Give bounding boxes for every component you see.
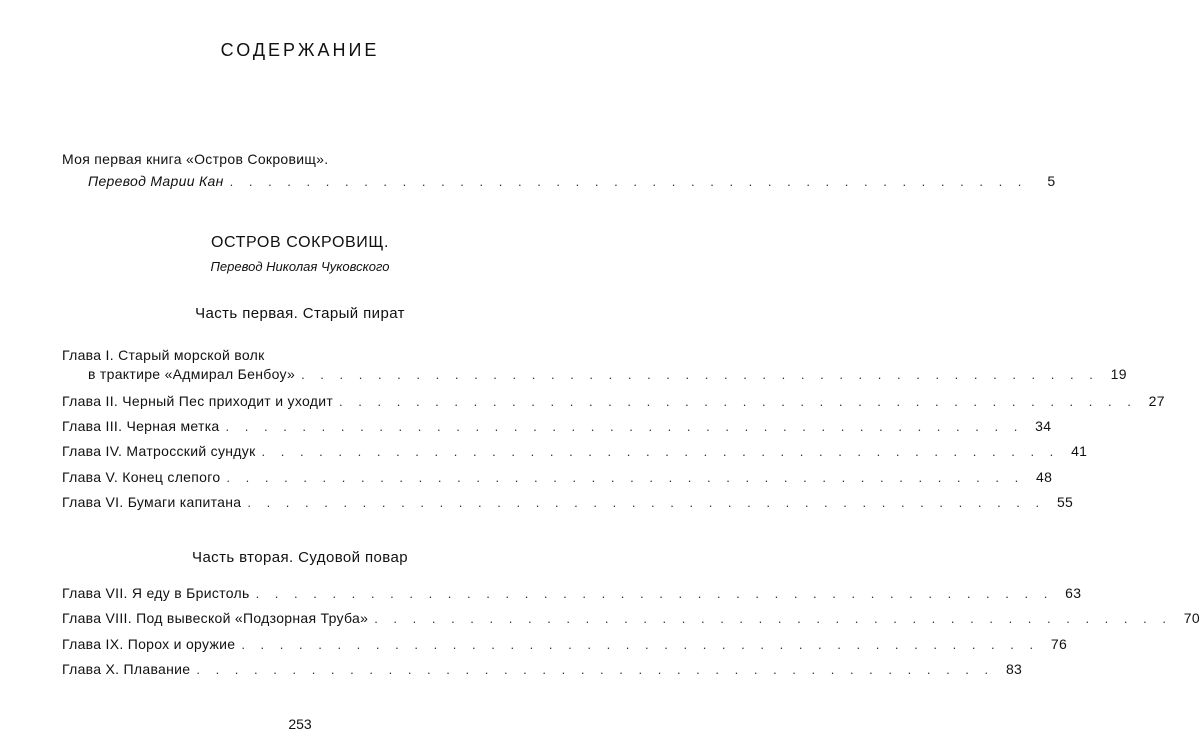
dot-leader: . . . . . . . . . . . . . . . . . . . . . . . . . . . . . . . . . . . . . . . . . .: [301, 367, 1099, 382]
intro-translator: Перевод Марии Кан: [88, 173, 224, 189]
toc-row: [62, 441, 1088, 461]
book-translator: Перевод Николая Чуковского: [210, 259, 390, 274]
toc-row: [62, 608, 1200, 628]
dot-leader: . . . . . . . . . . . . . . . . . . . . . . . . . . . . . . . . . . . . . . . . . .: [226, 470, 1025, 485]
dot-leader: . . . . . . . . . . . . . . . . . . . . . . . . . . . . . . . . . . . . . . . . . .: [196, 662, 995, 677]
page-number-ref: 70: [1183, 610, 1200, 626]
dot-leader: . . . . . . . . . . . . . . . . . . . . . . . . . . . . . . . . . . . . . . . . . .: [241, 637, 1040, 652]
part-title: Часть первая. Старый пират: [195, 305, 405, 322]
chapter-label: Глава V. Конец слепого: [62, 469, 221, 485]
dot-leader: . . . . . . . . . . . . . . . . . . . . . . . . . . . . . . . . . . . . . . . . . .: [225, 419, 1024, 434]
page-number-ref: 63: [1065, 585, 1082, 601]
page-number: 253: [288, 716, 312, 732]
page-number-ref: 19: [1110, 366, 1127, 382]
page-number-ref: 34: [1035, 418, 1052, 434]
page-number-ref: 55: [1056, 494, 1074, 510]
toc-row: [62, 391, 1165, 411]
intro-entry-line1: Моя первая книга «Остров Сокровищ».: [62, 151, 329, 167]
chapter-label: Глава VII. Я еду в Бристоль: [62, 585, 250, 601]
page-number-ref: 41: [1071, 443, 1088, 459]
chapter-label: Глава VI. Бумаги капитана: [62, 494, 242, 510]
chapter-label: Глава III. Черная метка: [62, 418, 220, 434]
dot-leader: . . . . . . . . . . . . . . . . . . . . . . . . . . . . . . . . . . . . . . . . . .: [374, 611, 1172, 626]
dot-leader: . . . . . . . . . . . . . . . . . . . . . . . . . . . . . . . . . . . . . . . . . .: [229, 174, 1028, 189]
part-title: Часть вторая. Судовой повар: [192, 549, 408, 566]
dot-leader: . . . . . . . . . . . . . . . . . . . . . . . . . . . . . . . . . . . . . . . . . .: [255, 586, 1054, 601]
page-number-ref: 5: [1047, 173, 1056, 189]
toc-row: [62, 416, 1052, 436]
page-number-ref: 83: [1005, 661, 1023, 677]
contents-title: СОДЕРЖАНИЕ: [220, 40, 380, 60]
toc-row: [62, 492, 1074, 512]
chapter-label: Глава II. Черный Пес приходит и уходит: [62, 393, 334, 409]
chapter-label: Глава IX. Порох и оружие: [62, 636, 236, 652]
toc-row: [62, 583, 1082, 603]
page-number-ref: 48: [1036, 469, 1053, 485]
dot-leader: . . . . . . . . . . . . . . . . . . . . . . . . . . . . . . . . . . . . . . . . . .: [261, 444, 1060, 459]
chapter-label: Глава VIII. Под вывеской «Подзорная Труба»: [62, 610, 369, 626]
chapter-1-line1: Глава I. Старый морской волк: [62, 347, 265, 363]
book-title: ОСТРОВ СОКРОВИЩ.: [210, 234, 390, 251]
dot-leader: . . . . . . . . . . . . . . . . . . . . . . . . . . . . . . . . . . . . . . . . . .: [247, 495, 1046, 510]
chapter-label: Глава IV. Матросский сундук: [62, 443, 256, 459]
toc-row: [62, 659, 1023, 679]
toc-row: [88, 364, 1127, 384]
toc-row: [62, 634, 1068, 654]
toc-row: [62, 467, 1053, 487]
intro-entry-translator-row: [88, 171, 1056, 191]
chapter-1-line2: в трактире «Адмирал Бенбоу»: [88, 366, 296, 382]
page-number-ref: 27: [1148, 393, 1165, 409]
dot-leader: . . . . . . . . . . . . . . . . . . . . . . . . . . . . . . . . . . . . . . . . . .: [339, 394, 1137, 409]
chapter-label: Глава X. Плавание: [62, 661, 191, 677]
page-number-ref: 76: [1050, 636, 1068, 652]
